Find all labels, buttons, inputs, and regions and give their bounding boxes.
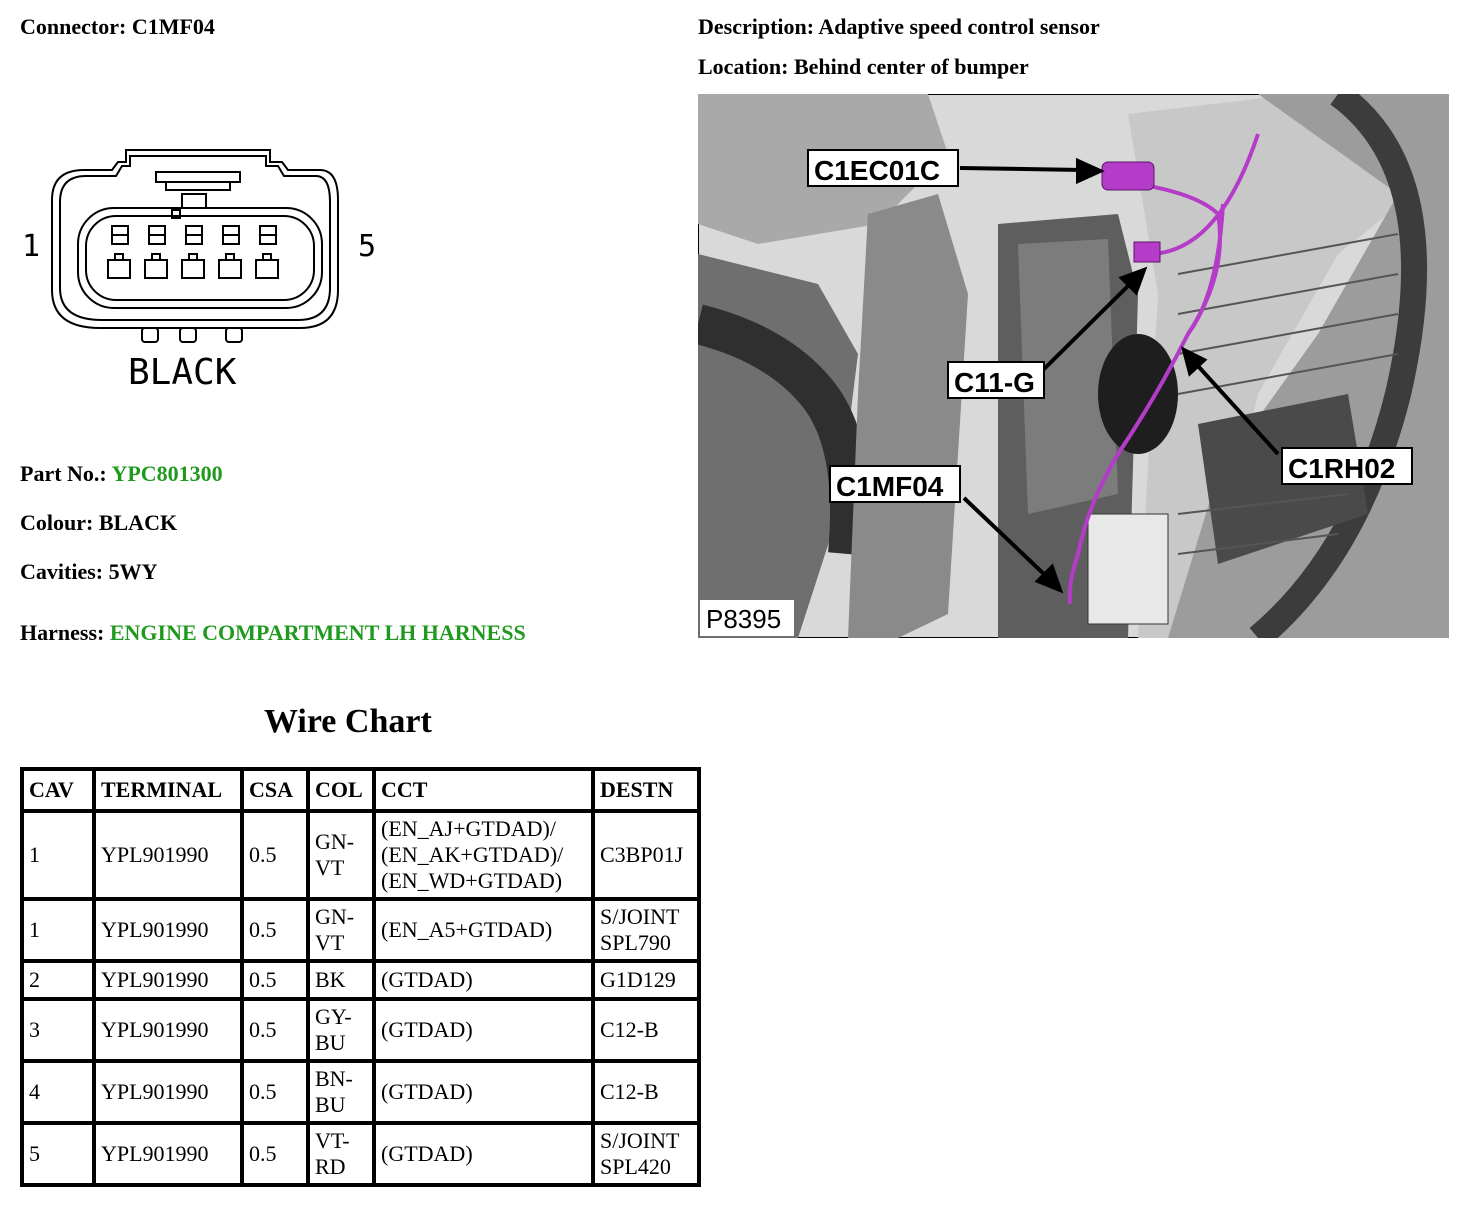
wire-chart-table xyxy=(20,767,701,1187)
harness-link[interactable]: ENGINE COMPARTMENT LH HARNESS xyxy=(109,620,526,645)
connector-id: C1MF04 xyxy=(131,14,215,39)
cell-destn xyxy=(593,811,699,899)
header-csa: CSA xyxy=(242,769,308,811)
header-cct: CCT xyxy=(374,769,593,811)
location-heading xyxy=(698,54,1029,80)
cell-cct xyxy=(374,811,593,899)
col-line: VT xyxy=(315,855,345,880)
col-line: GN- xyxy=(315,829,355,854)
pin-1-label: 1 xyxy=(22,229,41,264)
description-heading xyxy=(698,14,1100,40)
table-header-row xyxy=(22,769,699,811)
table-row xyxy=(22,1123,699,1185)
cct-line: (EN_AK+GTDAD)/ xyxy=(381,842,564,867)
location-value: Behind center of bumper xyxy=(793,54,1029,79)
cct-line: (GTDAD) xyxy=(381,1017,473,1042)
cct-line: (EN_WD+GTDAD) xyxy=(381,868,563,893)
harness-label: Harness: xyxy=(20,620,105,645)
cell-terminal: YPL901990 xyxy=(94,811,242,899)
header-destn: DESTN xyxy=(593,769,699,811)
cell-csa: 0.5 xyxy=(242,1123,308,1185)
callout-c11-g: C11-G xyxy=(954,367,1035,398)
cell-cct xyxy=(374,1061,593,1123)
pin-5-label: 5 xyxy=(358,229,377,264)
destn-line: SPL790 xyxy=(600,930,671,955)
destn-line: S/JOINT xyxy=(600,1128,680,1153)
col-line: BU xyxy=(315,1092,346,1117)
callout-c1rh02: C1RH02 xyxy=(1288,453,1396,484)
wire-chart-title: Wire Chart xyxy=(264,703,432,740)
destn-line: G1D129 xyxy=(600,967,676,992)
callout-c1mf04: C1MF04 xyxy=(836,471,944,502)
colour-label: Colour: xyxy=(20,510,94,535)
cavities-label: Cavities: xyxy=(20,559,104,584)
cell-destn xyxy=(593,999,699,1061)
part-number-link[interactable]: YPC801300 xyxy=(111,461,223,486)
col-line: GY- xyxy=(315,1004,352,1029)
col-line: RD xyxy=(315,1154,346,1179)
cell-cav: 2 xyxy=(22,961,94,999)
cell-col xyxy=(308,999,374,1061)
cct-line: (GTDAD) xyxy=(381,1141,473,1166)
cell-cct xyxy=(374,899,593,961)
cell-col xyxy=(308,1123,374,1185)
cell-col xyxy=(308,961,374,999)
cell-cav: 3 xyxy=(22,999,94,1061)
col-line: BU xyxy=(315,1030,346,1055)
cell-csa: 0.5 xyxy=(242,999,308,1061)
cavities-line xyxy=(20,559,157,585)
connector-heading xyxy=(20,14,215,40)
cell-cav: 4 xyxy=(22,1061,94,1123)
cell-cav: 1 xyxy=(22,811,94,899)
cell-cct xyxy=(374,999,593,1061)
description-label: Description: xyxy=(698,14,815,39)
table-row xyxy=(22,811,699,899)
destn-line: C3BP01J xyxy=(600,842,684,867)
photo-reference: P8395 xyxy=(706,604,782,634)
col-line: GN- xyxy=(315,904,355,929)
part-number-line xyxy=(20,461,223,487)
header-terminal: TERMINAL xyxy=(94,769,242,811)
cell-destn xyxy=(593,1061,699,1123)
cell-col xyxy=(308,811,374,899)
connector-face-diagram xyxy=(20,140,400,400)
cell-cav: 1 xyxy=(22,899,94,961)
cct-line: (GTDAD) xyxy=(381,1079,473,1104)
cell-terminal: YPL901990 xyxy=(94,899,242,961)
destn-line: S/JOINT xyxy=(600,904,680,929)
cavities-value: 5WY xyxy=(108,559,158,584)
cell-cct xyxy=(374,961,593,999)
cell-terminal: YPL901990 xyxy=(94,1061,242,1123)
harness-line xyxy=(20,620,526,646)
table-row xyxy=(22,999,699,1061)
cell-terminal: YPL901990 xyxy=(94,999,242,1061)
table-row xyxy=(22,961,699,999)
cell-destn xyxy=(593,899,699,961)
cell-destn xyxy=(593,1123,699,1185)
cct-line: (GTDAD) xyxy=(381,967,473,992)
description-value: Adaptive speed control sensor xyxy=(818,14,1100,39)
destn-line: SPL420 xyxy=(600,1154,671,1179)
connector-colour-text: BLACK xyxy=(128,352,237,393)
colour-line xyxy=(20,510,177,536)
cell-csa: 0.5 xyxy=(242,961,308,999)
cct-line: (EN_A5+GTDAD) xyxy=(381,917,553,942)
cell-destn xyxy=(593,961,699,999)
cell-cct xyxy=(374,1123,593,1185)
table-row xyxy=(22,1061,699,1123)
location-photo xyxy=(698,94,1449,638)
cell-csa: 0.5 xyxy=(242,899,308,961)
cct-line: (EN_AJ+GTDAD)/ xyxy=(381,816,556,841)
destn-line: C12-B xyxy=(600,1017,659,1042)
cell-col xyxy=(308,1061,374,1123)
col-line: BN- xyxy=(315,1066,353,1091)
cell-csa: 0.5 xyxy=(242,811,308,899)
cell-csa: 0.5 xyxy=(242,1061,308,1123)
connector-label: Connector: xyxy=(20,14,127,39)
header-col: COL xyxy=(308,769,374,811)
cell-col xyxy=(308,899,374,961)
cell-terminal: YPL901990 xyxy=(94,961,242,999)
destn-line: C12-B xyxy=(600,1079,659,1104)
cell-terminal: YPL901990 xyxy=(94,1123,242,1185)
col-line: VT xyxy=(315,930,345,955)
part-number-label: Part No.: xyxy=(20,461,107,486)
cell-cav: 5 xyxy=(22,1123,94,1185)
header-cav: CAV xyxy=(22,769,94,811)
colour-value: BLACK xyxy=(98,510,178,535)
callout-c1ec01c: C1EC01C xyxy=(814,155,941,186)
location-label: Location: xyxy=(698,54,789,79)
table-row xyxy=(22,899,699,961)
col-line: VT- xyxy=(315,1128,350,1153)
col-line: BK xyxy=(315,967,346,992)
